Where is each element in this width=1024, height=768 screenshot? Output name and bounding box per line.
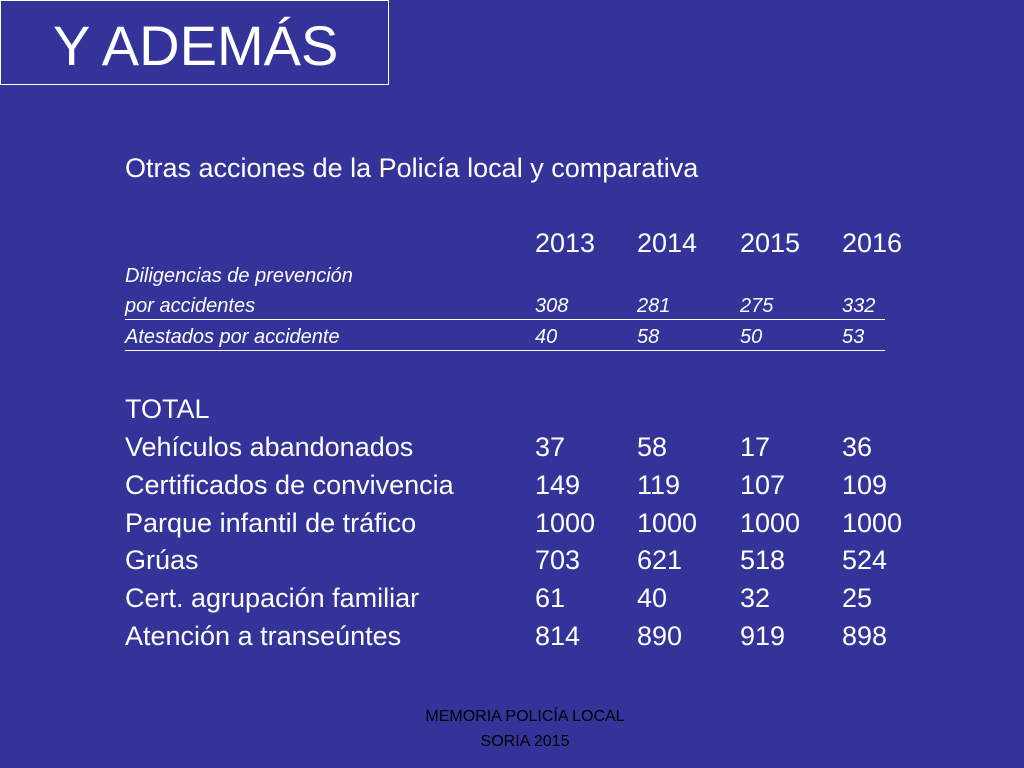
accidents-label-text: Diligencias de prevención [125,265,353,287]
total-row-value: 621 [637,545,683,575]
year-header-2015: 2015 [740,228,801,258]
year-header-2013: 2013 [535,228,596,258]
total-row-value: 25 [842,583,873,613]
total-row-value: 898 [842,621,888,651]
total-row-value: 524 [842,545,888,575]
total-row-value: 36 [842,432,873,462]
total-row-value: 40 [637,583,668,613]
total-row-value: 149 [535,470,581,500]
year-header-2016: 2016 [842,228,903,258]
total-row-value: 17 [740,432,771,462]
total-row-label: Certificados de convivencia [125,470,454,500]
total-row-value: 107 [740,470,786,500]
footer-line-2: SORIA 2015 [480,733,570,750]
slide-subtitle: Otras acciones de la Policía local y comparativa [125,153,699,183]
accidents-row-1 [125,294,885,320]
accidents-row-value: 275 [740,295,774,317]
total-row-label: Parque infantil de tráfico [125,508,417,538]
total-row-value: 919 [740,621,786,651]
total-label: TOTAL [125,394,210,424]
total-row [125,428,925,466]
year-header-2014: 2014 [637,228,698,258]
accidents-row-label: por accidentes [125,295,256,317]
accidents-row-value: 50 [740,326,763,348]
total-row-value: 109 [842,470,888,500]
accidents-label-line1 [125,261,353,291]
slide-title: Y ADEMÁS [53,14,339,77]
total-row-label: Atención a transeúntes [125,621,402,651]
total-row-value: 814 [535,621,581,651]
total-row [125,466,925,504]
total-row-value: 1000 [535,508,596,538]
total-row [125,504,925,542]
total-row [125,541,925,579]
accidents-row-label: Atestados por accidente [125,326,340,348]
accidents-row-value: 58 [637,326,660,348]
total-row-value: 1000 [842,508,903,538]
total-row-label: Cert. agrupación familiar [125,583,420,613]
total-row-value: 32 [740,583,771,613]
total-row-value: 119 [637,470,681,500]
total-row-value: 890 [637,621,683,651]
total-row-value: 61 [535,583,566,613]
footer-line-1: MEMORIA POLICÍA LOCAL [425,708,625,725]
slide-footer [340,704,710,754]
total-row-value: 703 [535,545,581,575]
title-box [0,0,389,85]
total-row-value: 1000 [637,508,698,538]
total-row-value: 1000 [740,508,801,538]
total-row-label: Grúas [125,545,199,575]
accidents-row-value: 53 [842,326,865,348]
total-heading [125,390,925,428]
total-row-value: 37 [535,432,566,462]
accidents-row-value: 40 [535,326,558,348]
accidents-row-value: 281 [637,295,671,317]
total-row-value: 518 [740,545,786,575]
total-row-label: Vehículos abandonados [125,432,414,462]
total-row [125,579,925,617]
accidents-row-2 [125,325,885,351]
accidents-row-value: 308 [535,295,569,317]
accidents-row-value: 332 [842,295,876,317]
total-row [125,617,925,655]
total-row-value: 58 [637,432,668,462]
